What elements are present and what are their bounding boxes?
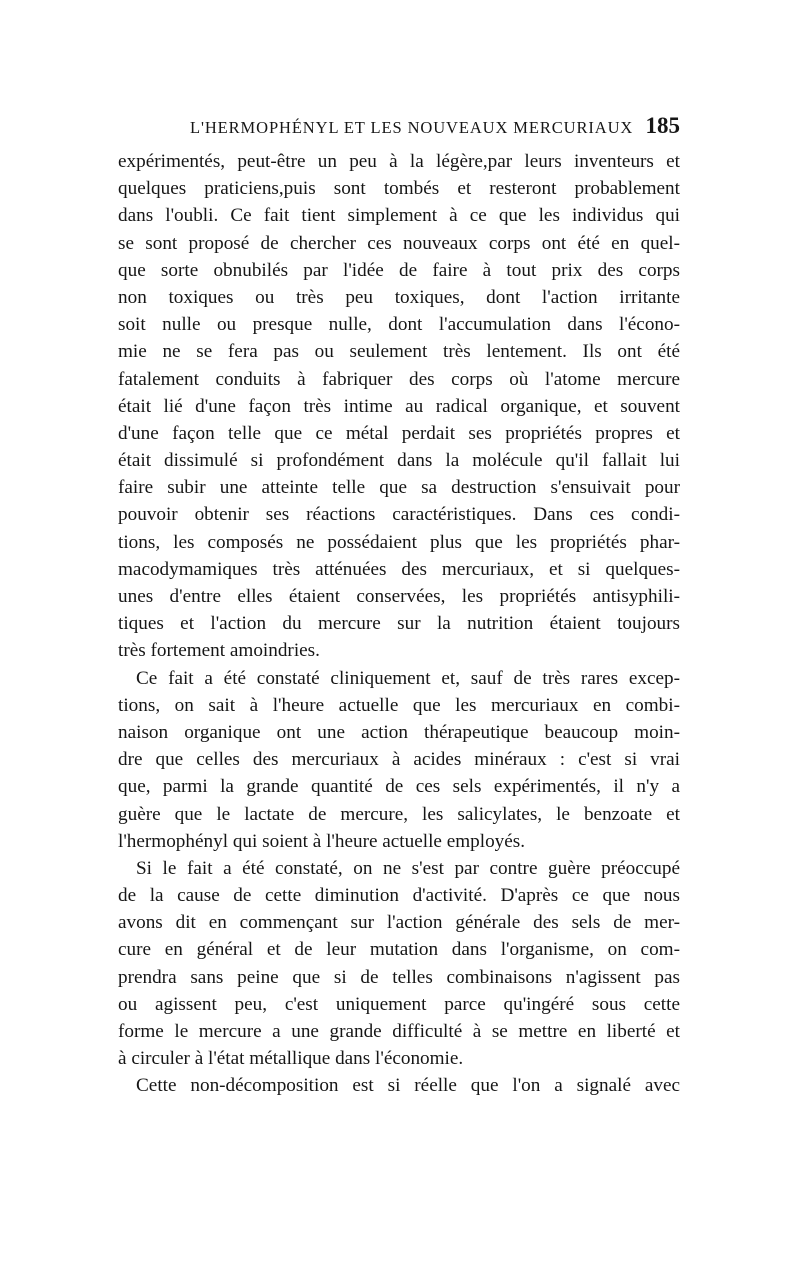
body-text <box>118 148 680 1100</box>
text-line: l'hermophényl qui soient à l'heure actuelle employés. <box>118 830 526 852</box>
text-line: non toxiques ou très peu toxiques, dont l'action irritante <box>118 286 680 308</box>
text-line: guère que le lactate de mercure, les salicylates, le benzoate et <box>118 803 680 825</box>
text-line: macodymamiques très atténuées des mercuriaux, et si quelques- <box>118 558 680 580</box>
page-number: 185 <box>645 113 680 138</box>
text-line: que sorte obnubilés par l'idée de faire à tout prix des corps <box>118 259 680 281</box>
text-line: que, parmi la grande quantité de ces sels expérimentés, il n'y a <box>118 776 680 798</box>
text-line: quelques praticiens,puis sont tombés et resteront probablement <box>118 178 680 200</box>
text-line: tiques et l'action du mercure sur la nutrition étaient toujours <box>118 613 680 635</box>
text-line: Ce fait a été constaté cliniquement et, sauf de très rares excep- <box>136 667 680 689</box>
text-line: fatalement conduits à fabriquer des corps où l'atome mercure <box>118 368 680 390</box>
text-line: expérimentés, peut-être un peu à la légère,par leurs inventeurs et <box>118 151 680 172</box>
text-line: à circuler à l'état métallique dans l'économie. <box>118 1048 464 1070</box>
text-line: faire subir une atteinte telle que sa destruction s'ensuivait pour <box>118 477 680 499</box>
text-line: mie ne se fera pas ou seulement très lentement. Ils ont été <box>118 341 680 363</box>
text-line: avons dit en commençant sur l'action générale des sels de mer- <box>118 912 680 934</box>
text-line: tions, on sait à l'heure actuelle que les mercuriaux en combi- <box>118 694 680 716</box>
text-line: prendra sans peine que si de telles combinaisons n'agissent pas <box>118 966 680 988</box>
text-line: naison organique ont une action thérapeutique beaucoup moin- <box>118 721 680 743</box>
text-line: Cette non-décomposition est si réelle que l'on a signalé avec <box>136 1075 680 1097</box>
text-line: était dissimulé si profondément dans la molécule qu'il fallait lui <box>118 450 680 472</box>
text-line: dans l'oubli. Ce fait tient simplement à ce que les individus qui <box>118 205 680 227</box>
text-line: très fortement amoindries. <box>118 640 320 662</box>
text-line: dre que celles des mercuriaux à acides minéraux : c'est si vrai <box>118 749 680 771</box>
text-line: pouvoir obtenir ses réactions caractéristiques. Dans ces condi- <box>118 504 680 526</box>
text-line: se sont proposé de chercher ces nouveaux corps ont été en quel- <box>118 232 680 254</box>
text-line: unes d'entre elles étaient conservées, les propriétés antisyphili- <box>118 586 680 607</box>
text-line: forme le mercure a une grande difficulté à se mettre en liberté et <box>118 1021 680 1042</box>
text-line: soit nulle ou presque nulle, dont l'accumulation dans l'écono- <box>118 314 680 336</box>
running-head <box>118 112 680 142</box>
text-line: ou agissent peu, c'est uniquement parce qu'ingéré sous cette <box>118 993 680 1015</box>
text-line: était lié d'une façon très intime au radical organique, et souvent <box>118 395 680 417</box>
text-line: tions, les composés ne possédaient plus que les propriétés phar- <box>118 531 680 553</box>
text-line: cure en général et de leur mutation dans l'organisme, on com- <box>118 939 680 961</box>
running-title: L'HERMOPHÉNYL ET LES NOUVEAUX MERCURIAUX <box>190 118 634 137</box>
text-line: Si le fait a été constaté, on ne s'est par contre guère préoccupé <box>136 857 680 879</box>
text-line: de la cause de cette diminution d'activité. D'après ce que nous <box>118 885 680 907</box>
text-line: d'une façon telle que ce métal perdait ses propriétés propres et <box>118 422 680 444</box>
